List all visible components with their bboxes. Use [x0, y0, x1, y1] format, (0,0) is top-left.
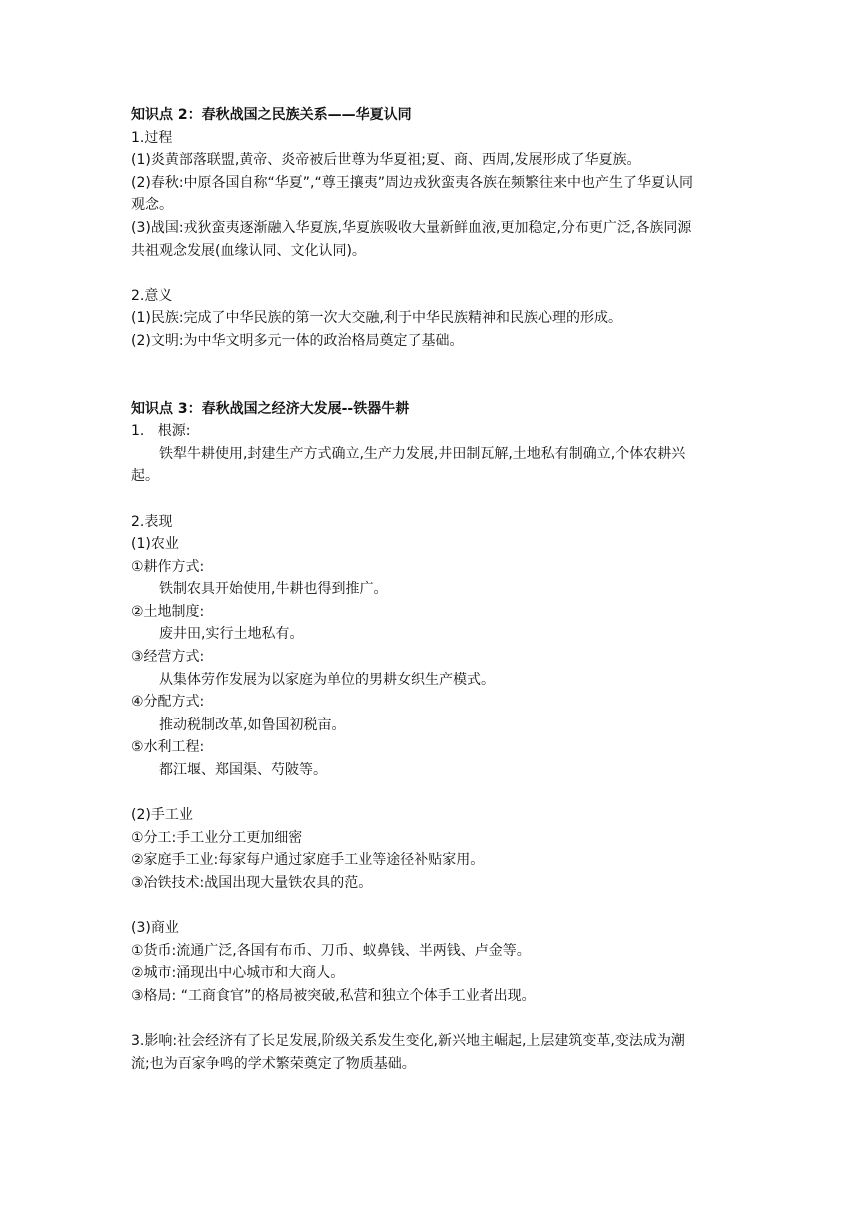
process-heading: 1.过程: [131, 129, 173, 146]
spacer: [131, 353, 733, 398]
performance-heading: 2.表现: [131, 513, 173, 530]
process-item-3-line-2: 共祖观念发展(血缘认同、文化认同)。: [131, 242, 366, 259]
spacer: [131, 782, 733, 805]
handicraft-item: ①分工:手工业分工更加细密: [131, 829, 303, 846]
spacer: [131, 262, 733, 285]
agri-item-text: 废井田,实行土地私有。: [159, 626, 304, 643]
process-item-2-line-1: (2)春秋:中原各国自称“华夏”,“尊王攘夷”周边戎狄蛮夷各族在频繁往来中也产生了华夏认同: [131, 174, 694, 191]
spacer: [131, 1008, 733, 1031]
commerce-item: ②城市:涌现出中心城市和大商人。: [131, 965, 345, 982]
commerce-item: ①货币:流通广泛,各国有布币、刀币、蚁鼻钱、半两钱、卢金等。: [131, 942, 531, 959]
handicraft-heading: (2)手工业: [131, 807, 193, 824]
handicraft-item: ③冶铁技术:战国出现大量铁农具的范。: [131, 875, 373, 891]
impact-line-1: 3.影响:社会经济有了长足发展,阶级关系发生变化,新兴地主崛起,上层建筑变革,变法成为潮: [131, 1033, 685, 1050]
agri-item-text: 推动税制改革,如鲁国初税亩。: [159, 716, 346, 733]
agri-item-text: 从集体劳作发展为以家庭为单位的男耕女织生产模式。: [159, 671, 495, 688]
root-text-line-1: 铁犁牛耕使用,封建生产方式确立,生产力发展,井田制瓦解,土地私有制确立,个体农耕兴: [159, 445, 686, 462]
commerce-item: ③格局: “工商食官”的格局被突破,私营和独立个体手工业者出现。: [131, 987, 536, 1004]
section2-title: 知识点 2：春秋战国之民族关系——华夏认同: [131, 107, 412, 123]
root-text-line-2: 起。: [131, 468, 159, 485]
meaning-heading: 2.意义: [131, 287, 173, 304]
agri-item-label: ④分配方式:: [131, 694, 205, 711]
handicraft-item: ②家庭手工业:每家每户通过家庭手工业等途径补贴家用。: [131, 852, 485, 869]
agriculture-heading: (1)农业: [131, 536, 179, 553]
meaning-item-1: (1)民族:完成了中华民族的第一次大交融,利于中华民族精神和民族心理的形成。: [131, 310, 622, 327]
agri-item-label: ②土地制度:: [131, 603, 205, 620]
document-page: [131, 104, 733, 1075]
process-item-3-line-1: (3)战国:戎狄蛮夷逐渐融入华夏族,华夏族吸收大量新鲜血液,更加稳定,分布更广泛,各族同源: [131, 219, 692, 236]
agri-item-label: ①耕作方式:: [131, 558, 205, 575]
meaning-item-2: (2)文明:为中华文明多元一体的政治格局奠定了基础。: [131, 332, 464, 349]
process-item-2-line-2: 观念。: [131, 197, 173, 214]
spacer: [131, 895, 733, 918]
commerce-heading: (3)商业: [131, 920, 179, 937]
process-item-1: (1)炎黄部落联盟,黄帝、炎帝被后世尊为华夏祖;夏、商、西周,发展形成了华夏族。: [131, 152, 641, 169]
agri-item-text: 都江堰、郑国渠、芍陂等。: [159, 762, 327, 779]
agri-item-text: 铁制农具开始使用,牛耕也得到推广。: [159, 581, 388, 598]
section3-title: 知识点 3：春秋战国之经济大发展--铁器牛耕: [131, 400, 410, 417]
agri-item-label: ⑤水利工程:: [131, 739, 205, 756]
spacer: [131, 488, 733, 511]
impact-line-2: 流;也为百家争鸣的学术繁荣奠定了物质基础。: [131, 1055, 416, 1072]
root-heading: 1. 根源:: [131, 423, 191, 440]
agri-item-label: ③经营方式:: [131, 649, 205, 666]
